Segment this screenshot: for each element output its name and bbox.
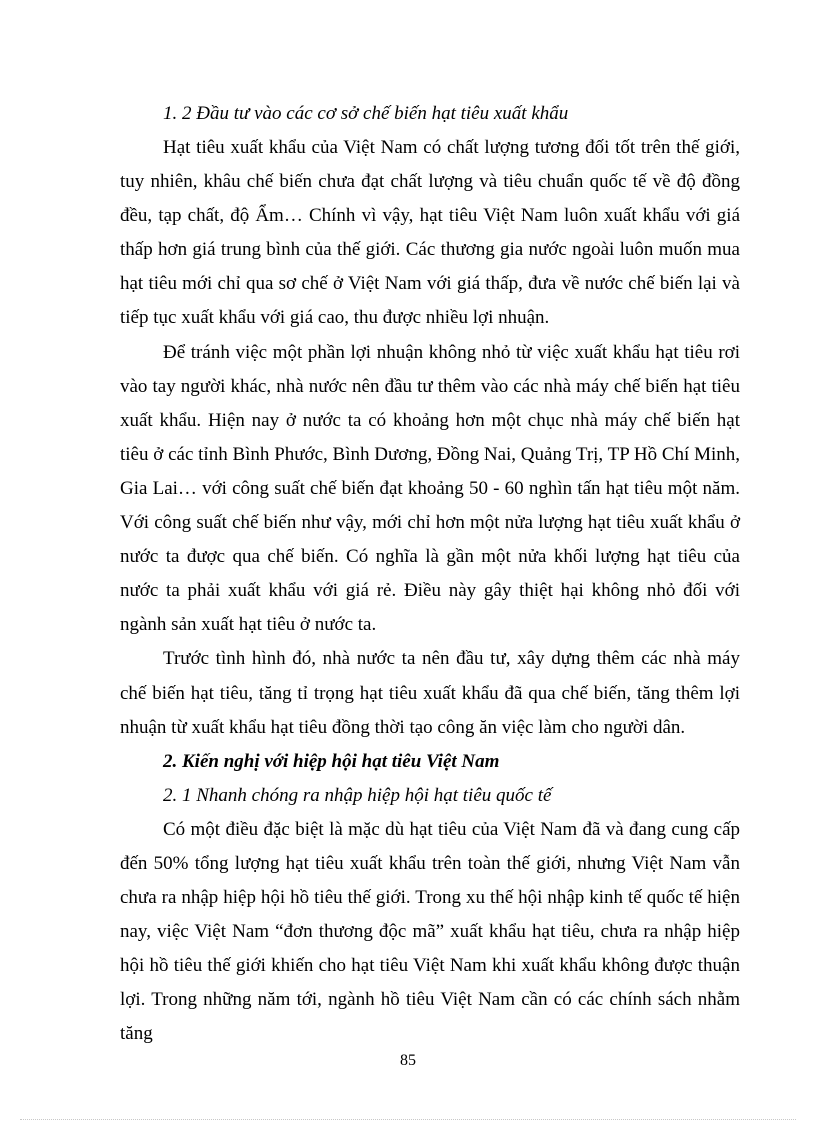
section-1-2-paragraph-1: Hạt tiêu xuất khẩu của Việt Nam có chất lượng tương đối tốt trên thế giới, tuy nhiên, khâu chế biến chưa đạt chất lượng và tiêu chuẩn quốc tế về độ đồng đều, tạp chất, độ Ẩm… Chính vì vậy, hạt tiêu Việt Nam luôn xuất khẩu với giá thấp hơn giá trung bình của thế giới. Các thương gia nước ngoài luôn muốn mua hạt tiêu mới chỉ qua sơ chế ở Việt Nam với giá thấp, đưa về nước chế biến lại và tiếp tục xuất khẩu với giá cao, thu được nhiều lợi nhuận. — [120, 137, 740, 329]
page-content — [120, 97, 740, 1051]
section-2-title: 2. Kiến nghị với hiệp hội hạt tiêu Việt Nam — [163, 750, 500, 772]
section-2-1-title: 2. 1 Nhanh chóng ra nhập hiệp hội hạt tiêu quốc tế — [163, 784, 552, 806]
page-number: 85 — [400, 1052, 416, 1069]
footer-divider — [20, 1119, 796, 1120]
section-1-2-paragraph-2: Để tránh việc một phần lợi nhuận không nhỏ từ việc xuất khẩu hạt tiêu rơi vào tay người khác, nhà nước nên đầu tư thêm vào các nhà máy chế biến hạt tiêu xuất khẩu. Hiện nay ở nước ta có khoảng hơn một chục nhà máy chế biến hạt tiêu ở các tỉnh Bình Phước, Bình Dương, Đồng Nai, Quảng Trị, TP Hồ Chí Minh, Gia Lai… với công suất chế biến đạt khoảng 50 - 60 nghìn tấn hạt tiêu một năm. Với công suất chế biến như vậy, mới chỉ hơn một nửa lượng hạt tiêu xuất khẩu ở nước ta được qua chế biến. Có nghĩa là gần một nửa khối lượng hạt tiêu của nước ta phải xuất khẩu với giá rẻ. Điều này gây thiệt hại không nhỏ đối với ngành sản xuất hạt tiêu ở nước ta. — [120, 341, 740, 636]
section-2-1-paragraph-1: Có một điều đặc biệt là mặc dù hạt tiêu của Việt Nam đã và đang cung cấp đến 50% tổng lượng hạt tiêu xuất khẩu trên toàn thế giới, nhưng Việt Nam vẫn chưa ra nhập hiệp hội hồ tiêu thế giới. Trong xu thế hội nhập kinh tế quốc tế hiện nay, việc Việt Nam “đơn thương độc mã” xuất khẩu hạt tiêu, chưa ra nhập hiệp hội hồ tiêu thế giới khiến cho hạt tiêu Việt Nam khi xuất khẩu không được thuận lợi. Trong những năm tới, ngành hồ tiêu Việt Nam cần có các chính sách nhằm tăng — [120, 818, 740, 1045]
section-1-2-title: 1. 2 Đầu tư vào các cơ sở chế biến hạt tiêu xuất khẩu — [163, 103, 569, 124]
section-1-2-paragraph-3: Trước tình hình đó, nhà nước ta nên đầu tư, xây dựng thêm các nhà máy chế biến hạt tiêu, tăng tỉ trọng hạt tiêu xuất khẩu đã qua chế biến, tăng thêm lợi nhuận từ xuất khẩu hạt tiêu đồng thời tạo công ăn việc làm cho người dân. — [120, 648, 740, 738]
